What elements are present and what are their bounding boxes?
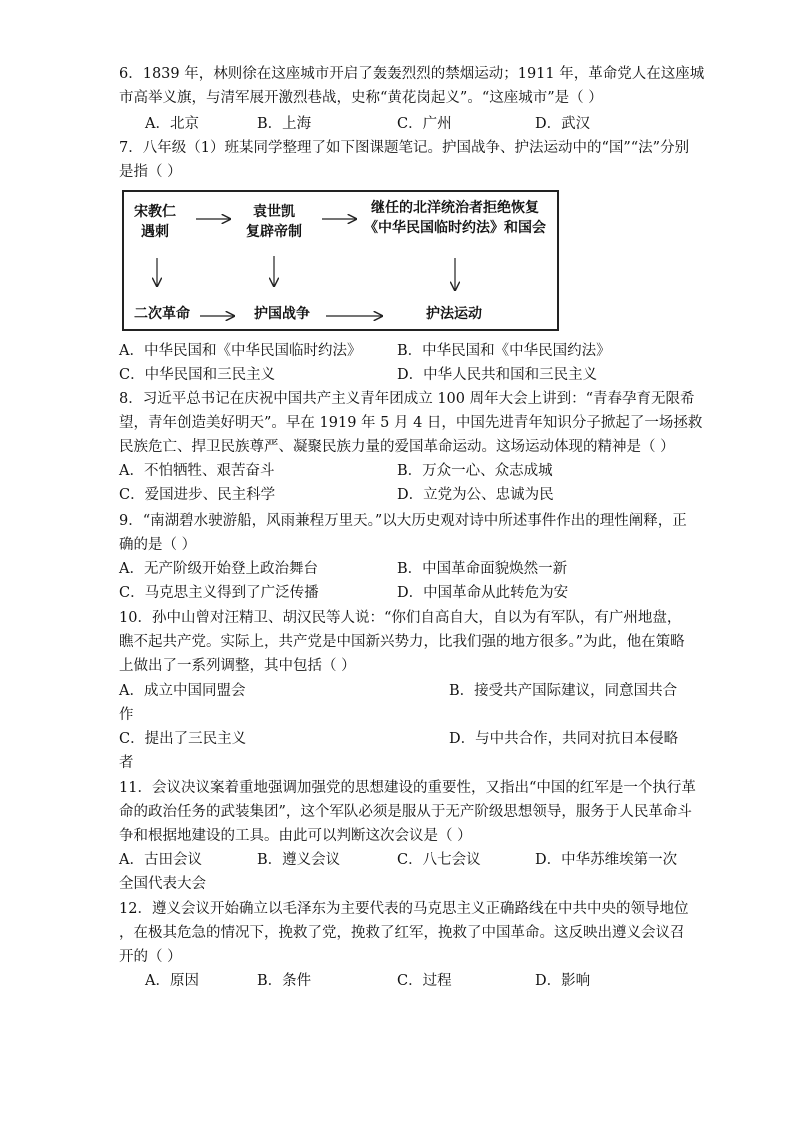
- q7-flow-diagram: [122, 190, 559, 331]
- q7-option-d: D．中华人民共和国和三民主义: [397, 367, 598, 383]
- q10-option-b-wrap: 作: [119, 707, 134, 723]
- q10-option-a: A．成立中国同盟会: [119, 683, 246, 699]
- q7-stem-line-1: 7．八年级（1）班某同学整理了如下图课题笔记。护国战争、护法运动中的“国”“法”分别: [119, 140, 690, 156]
- q8-stem-line-2: 望，青年创造美好明天”。早在 1919 年 5 月 4 日，中国先进青年知识分子掀起了一场拯救: [119, 415, 703, 431]
- q7-option-b: B．中华民国和《中华民国约法》: [397, 343, 611, 359]
- node-constitution-protection: 护法运动: [426, 306, 482, 322]
- node-national-protection-war: 护国战争: [254, 306, 310, 322]
- node-beiyang-line-1: 继任的北洋统治者拒绝恢复: [371, 200, 539, 216]
- node-yuan-shikai-line-1: 袁世凯: [253, 204, 295, 220]
- q6-option-c: C．广州: [397, 116, 452, 132]
- q12-option-b: B．条件: [257, 973, 312, 989]
- q8-option-b: B．万众一心、众志成城: [397, 463, 553, 479]
- q6-option-d: D．武汉: [535, 116, 591, 132]
- q10-option-d-wrap: 者: [119, 755, 134, 771]
- q11-stem-line-3: 争和根据地建设的工具。由此可以判断这次会议是（ ）: [119, 828, 472, 844]
- q12-option-c: C．过程: [397, 973, 452, 989]
- node-beiyang: [364, 198, 546, 238]
- q10-option-c: C．提出了三民主义: [119, 731, 247, 747]
- node-song-jiaoren-line-1: 宋教仁: [134, 204, 176, 220]
- q12-stem-line-3: 开的（ ）: [119, 949, 182, 965]
- q6-option-b: B．上海: [257, 116, 312, 132]
- q9-option-a: A．无产阶级开始登上政治舞台: [119, 561, 318, 577]
- q12-option-a: A．原因: [145, 973, 199, 989]
- node-song-jiaoren: [134, 202, 176, 242]
- q8-stem-line-1: 8．习近平总书记在庆祝中国共产主义青年团成立 100 周年大会上讲到：“青春孕育无限希: [119, 391, 695, 407]
- q11-stem-line-2: 命的政治任务的武装集团”，这个军队必须是服从于无产阶级思想领导，服务于人民革命斗: [119, 804, 692, 820]
- node-song-jiaoren-line-2: 遇刺: [141, 224, 169, 240]
- q10-stem-line-1: 10．孙中山曾对汪精卫、胡汉民等人说：“你们自高自大，自以为有军队，有广州地盘，: [119, 610, 682, 626]
- q11-option-b: B．遵义会议: [257, 852, 341, 868]
- q11-option-d: D．中华苏维埃第一次: [535, 852, 678, 868]
- q10-option-d: D．与中共合作，共同对抗日本侵略: [449, 731, 679, 747]
- q9-stem-line-2: 确的是（ ）: [119, 537, 197, 553]
- q7-stem-line-2: 是指（ ）: [119, 164, 182, 180]
- q10-stem-line-2: 瞧不起共产党。实际上，共产党是中国新兴势力，比我们强的地方很多。”为此，他在策略: [119, 634, 685, 650]
- q8-option-c: C．爱国进步、民主科学: [119, 487, 276, 503]
- q6-stem-line-2: 市高举义旗，与清军展开激烈巷战，史称“黄花岗起义”。“这座城市”是（ ）: [119, 90, 603, 106]
- q11-option-d-wrap: 全国代表大会: [119, 876, 206, 892]
- q7-option-c: C．中华民国和三民主义: [119, 367, 276, 383]
- q6-option-a: A．北京: [145, 116, 199, 132]
- q7-option-a: A．中华民国和《中华民国临时约法》: [119, 343, 362, 359]
- node-yuan-shikai-line-2: 复辟帝制: [246, 224, 302, 240]
- q9-option-c: C．马克思主义得到了广泛传播: [119, 585, 319, 601]
- node-second-revolution: 二次革命: [134, 306, 190, 322]
- q6-stem-line-1: 6．1839 年，林则徐在这座城市开启了轰轰烈烈的禁烟运动；1911 年，革命党人在这座城: [119, 66, 705, 82]
- q11-stem-line-1: 11．会议决议案着重地强调加强党的思想建设的重要性，又指出“中国的红军是一个执行革: [119, 780, 696, 796]
- q12-stem-line-1: 12．遵义会议开始确立以毛泽东为主要代表的马克思主义正确路线在中共中央的领导地位: [119, 901, 689, 917]
- q11-option-c: C．八七会议: [397, 852, 481, 868]
- node-beiyang-line-2: 《中华民国临时约法》和国会: [364, 220, 546, 236]
- node-yuan-shikai: [246, 202, 302, 242]
- q12-option-d: D．影响: [535, 973, 591, 989]
- q10-stem-line-3: 上做出了一系列调整，其中包括（ ）: [119, 658, 356, 674]
- q9-option-d: D．中国革命从此转危为安: [397, 585, 569, 601]
- q10-option-b: B．接受共产国际建议，同意国共合: [449, 683, 678, 699]
- q9-stem-line-1: 9．“南湖碧水驶游船，风雨兼程万里天。”以大历史观对诗中所述事件作出的理性阐释，正: [119, 513, 687, 529]
- q8-option-d: D．立党为公、忠诚为民: [397, 487, 554, 503]
- q12-stem-line-2: ，在极其危急的情况下，挽救了党，挽救了红军，挽救了中国革命。这反映出遵义会议召: [119, 925, 685, 941]
- q9-option-b: B．中国革命面貌焕然一新: [397, 561, 568, 577]
- q8-stem-line-3: 民族危亡、捍卫民族尊严、凝聚民族力量的爱国革命运动。这场运动体现的精神是（ ）: [119, 439, 675, 455]
- q11-option-a: A．古田会议: [119, 852, 202, 868]
- q8-option-a: A．不怕牺牲、艰苦奋斗: [119, 463, 275, 479]
